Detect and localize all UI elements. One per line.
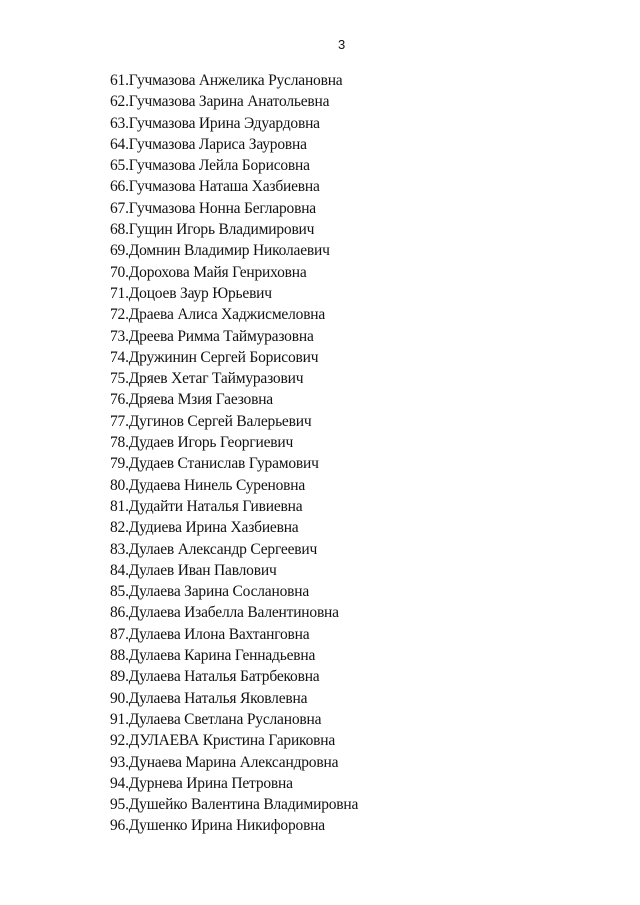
list-item: 83.Дулаев Александр Сергеевич <box>110 540 318 558</box>
list-item: 95.Душейко Валентина Владимировна <box>110 796 359 814</box>
list-item: 93.Дунаева Марина Александровна <box>110 753 339 771</box>
list-item: 77.Дугинов Сергей Валерьевич <box>110 412 312 430</box>
list-item: 84.Дулаев Иван Павлович <box>110 561 277 579</box>
list-item: 75.Дряев Хетаг Таймуразович <box>110 370 304 388</box>
list-item: 72.Драева Алиса Хаджисмеловна <box>110 306 326 324</box>
list-item: 63.Гучмазова Ирина Эдуардовна <box>110 114 320 132</box>
list-item: 70.Дорохова Майя Генриховна <box>110 263 307 281</box>
list-item: 62.Гучмазова Зарина Анатольевна <box>110 93 330 111</box>
list-item: 90.Дулаева Наталья Яковлевна <box>110 689 308 707</box>
list-item: 81.Дудайти Наталья Гивиевна <box>110 497 303 515</box>
list-item: 61.Гучмазова Анжелика Руслановна <box>110 72 343 89</box>
list-item: 94.Дурнева Ирина Петровна <box>110 774 293 792</box>
list-item: 78.Дудаев Игорь Георгиевич <box>110 434 294 452</box>
list-item: 76.Дряева Мзия Гаезовна <box>110 391 273 409</box>
list-item: 71.Доцоев Заур Юрьевич <box>110 284 272 302</box>
list-item: 66.Гучмазова Наташа Хазбиевна <box>110 178 320 196</box>
list-item: 64.Гучмазова Лариса Зауровна <box>110 135 307 153</box>
list-item: 87.Дулаева Илона Вахтанговна <box>110 625 310 643</box>
list-item: 86.Дулаева Изабелла Валентиновна <box>110 604 339 622</box>
page-number: 3 <box>338 37 346 52</box>
list-item: 89.Дулаева Наталья Батрбековна <box>110 668 320 686</box>
list-item: 74.Дружинин Сергей Борисович <box>110 348 319 366</box>
name-list <box>110 70 358 837</box>
list-item: 68.Гущин Игорь Владимирович <box>110 221 315 239</box>
list-item: 96.Душенко Ирина Никифоровна <box>110 817 325 835</box>
list-item: 67.Гучмазова Нонна Бегларовна <box>110 199 316 217</box>
list-item: 69.Домнин Владимир Николаевич <box>110 242 330 260</box>
list-item: 82.Дудиева Ирина Хазбиевна <box>110 519 299 537</box>
list-item: 88.Дулаева Карина Геннадьевна <box>110 647 316 665</box>
list-item: 79.Дудаев Станислав Гурамович <box>110 455 319 473</box>
list-item: 73.Дреева Римма Таймуразовна <box>110 327 314 345</box>
list-item: 92.ДУЛАЕВА Кристина Гариковна <box>110 732 336 750</box>
list-item: 65.Гучмазова Лейла Борисовна <box>110 157 310 175</box>
list-item: 91.Дулаева Светлана Руслановна <box>110 710 322 728</box>
list-item: 80.Дудаева Нинель Суреновна <box>110 476 306 494</box>
list-item: 85.Дулаева Зарина Сослановна <box>110 583 310 601</box>
